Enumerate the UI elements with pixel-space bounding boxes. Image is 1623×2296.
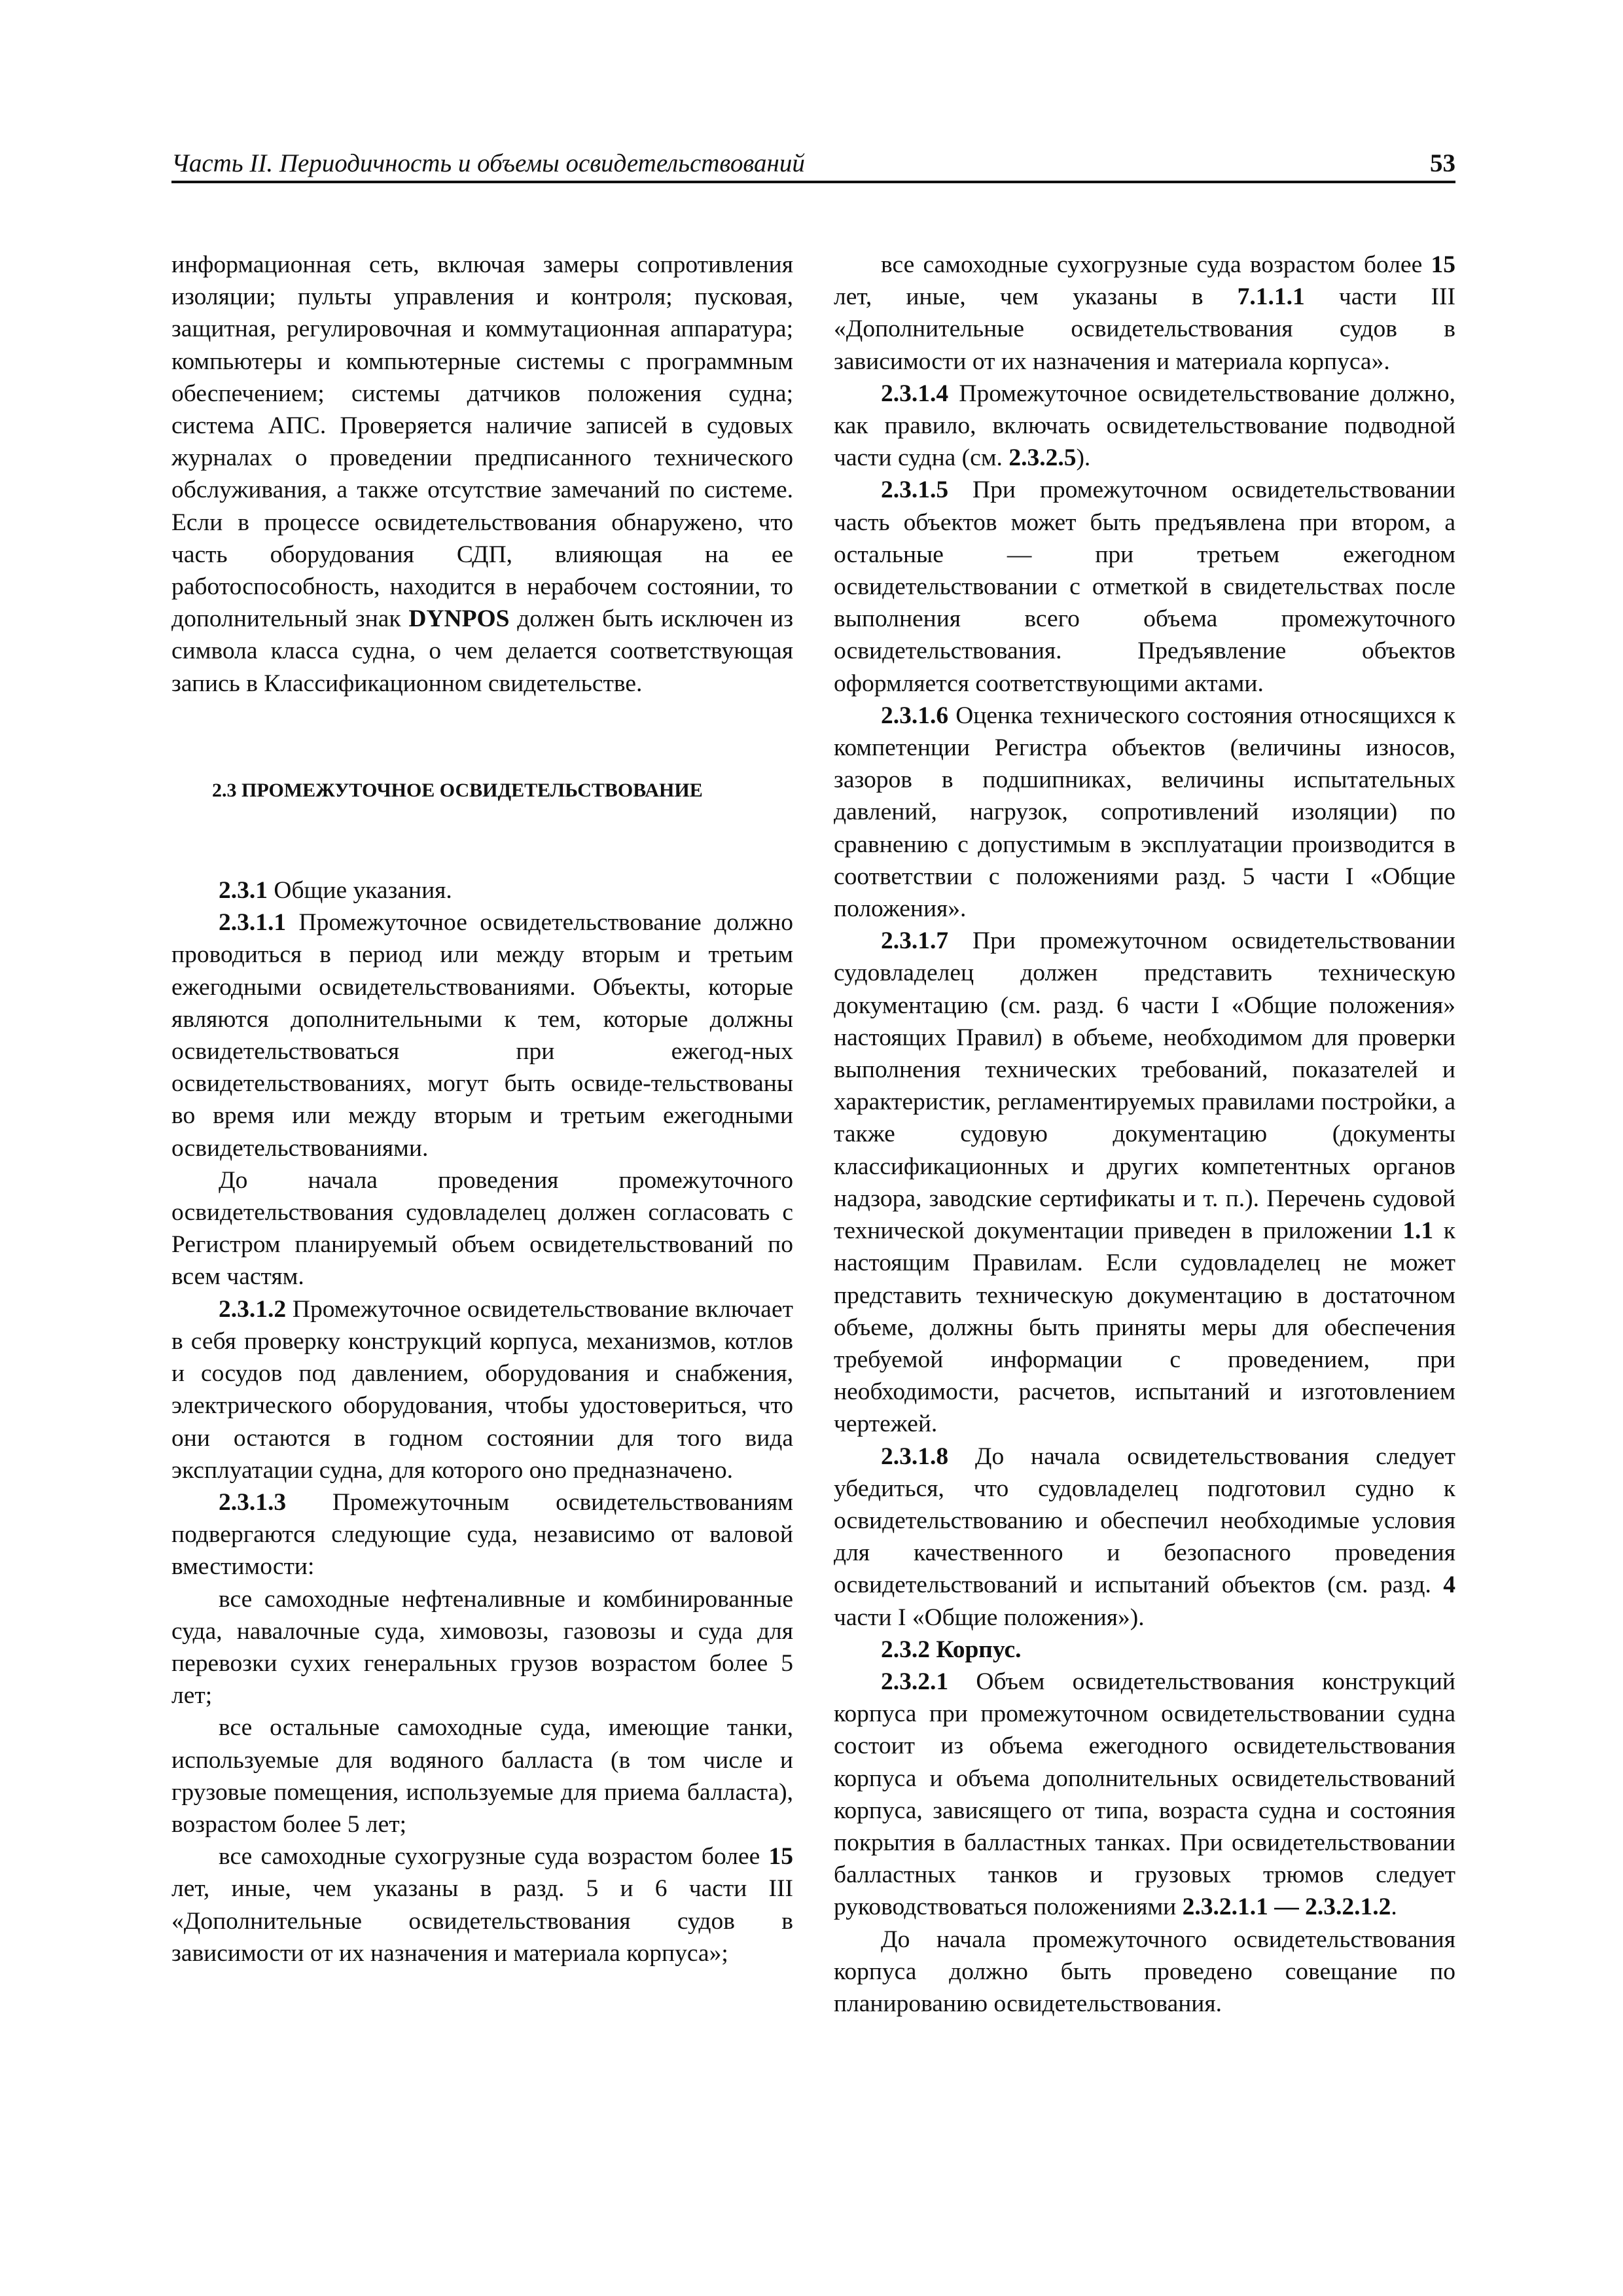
clause-2-3-1-8: 2.3.1.8 До начала освидетельствования следует убедиться, что судовладелец подготовил судно к освидетельствованию и обеспечил необходимые условия для качественного и безопасного проведения освидетельствований и испытаний объектов (см. разд. 4 части I «Общие положения»).: [834, 1443, 1456, 1631]
subsection-heading: 2.3.1 Общие указания.: [219, 877, 452, 905]
list-item: все самоходные нефтеналивные и комбинированные суда, навалочные суда, химовозы, газовозы и суда для перевозки сухих генеральных грузов возрастом более 5 лет;: [171, 1585, 793, 1710]
list-item: все самоходные сухогрузные суда возрастом более 15 лет, иные, чем указаны в 7.1.1.1 части III «Дополнительные освидетельствования судов в зависимости от их назначения и материала корпуса».: [834, 251, 1455, 375]
list-item: все самоходные сухогрузные суда возрастом более 15 лет, иные, чем указаны в разд. 5 и 6 части III «Дополнительные освидетельствования судов в зависимости от их назначения и материала корпуса»;: [171, 1843, 793, 1967]
section-title: 2.3 ПРОМЕЖУТОЧНОЕ ОСВИДЕТЕЛЬСТВОВАНИЕ: [212, 779, 703, 801]
left-column: [171, 249, 793, 1969]
page-header: [171, 140, 1455, 183]
paragraph: До начала проведения промежуточного освидетельствования судовладелец должен согласовать с Регистром планируемый объем освидетельствований по всем частям.: [171, 1166, 793, 1291]
clause-2-3-1-6: 2.3.1.6 Оценка технического состояния относящихся к компетенции Регистра объектов (величины износов, зазоров в подшипниках, величины испытательных давлений, нагрузок, сопротивлений изоляции) по сравнению с допустимым в эксплуатации производится в соответствии с положениями разд. 5 части I «Общие положения».: [834, 702, 1455, 923]
clause-2-3-1-2: 2.3.1.2 Промежуточное освидетельствование включает в себя проверку конструкций корпуса, механизмов, котлов и сосудов под давлением, оборудования и снабжения, электрического оборудования, чтобы удостовериться, что они остаются в годном состоянии для того вида эксплуатации судна, для которого оно предназначено.: [171, 1295, 793, 1484]
clause-2-3-2-1: 2.3.2.1 Объем освидетельствования конструкций корпуса при промежуточном освидетельствовании судна состоит из объема ежегодного освидетельствования корпуса и объема дополнительных освидетельствований корпуса, зависящего от типа, возраста судна и состояния покрытия в балластных танках. При освидетельствовании балластных танков и грузовых трюмов следует руководствоваться положениями 2.3.2.1.1 — 2.3.2.1.2.: [834, 1668, 1456, 1921]
right-column: [834, 249, 1455, 2020]
clause-2-3-1-7: 2.3.1.7 При промежуточном освидетельствовании судовладелец должен представить техническую документацию (см. разд. 6 части I «Общие положения» настоящих Правил) в объеме, необходимом для проверки выполнения технических требований, показателей и характеристик, регламентируемых правилами постройки, а также судовую документацию (документы классификационных и других компетентных органов надзора, заводские сертификаты и т. п.). Перечень судовой технической документации приведен в приложении 1.1 к настоящим Правилам. Если судовладелец не может представить техническую документацию в достаточном объеме, должны быть приняты меры для обеспечения требуемой информации с проведением, при необходимости, расчетов, испытаний и изготовлением чертежей.: [834, 927, 1456, 1438]
subsection-heading: 2.3.2 Корпус.: [881, 1636, 1022, 1663]
clause-2-3-1-1: 2.3.1.1 Промежуточное освидетельствование должно проводиться в период или между вторым и третьим ежегодными освидетельствованиями. Объекты, которые являются дополнительными к тем, которые должны освидетельствоваться при ежегод-ных освидетельствованиях, могут быть освиде-тельствованы во время или между вторым и третьим ежегодными освидетельствованиями.: [171, 909, 793, 1162]
clause-2-3-1-5: 2.3.1.5 При промежуточном освидетельствовании часть объектов может быть предъявлена при втором, а остальные — при третьем ежегодном освидетельствовании с отметкой в свидетельствах после выполнения всего объема промежуточного освидетельствования. Предъявление объектов оформляется соответствующими актами.: [834, 476, 1456, 697]
running-title: Часть II. Периодичность и объемы освидетельствований: [171, 149, 805, 177]
paragraph: До начала промежуточного освидетельствования корпуса должно быть проведено совещание по планированию освидетельствования.: [834, 1926, 1455, 2017]
clause-2-3-1-3: 2.3.1.3 Промежуточным освидетельствованиям подвергаются следующие суда, независимо от валовой вместимости:: [171, 1488, 793, 1581]
clause-2-3-1-4: 2.3.1.4 Промежуточное освидетельствование должно, как правило, включать освидетельствование подводной части судна (см. 2.3.2.5).: [834, 380, 1455, 472]
page-number: 53: [1430, 149, 1455, 177]
list-item: все остальные самоходные суда, имеющие танки, используемые для водяного балласта (в том числе и грузовые помещения, используемые для приема балласта), возрастом более 5 лет;: [171, 1714, 793, 1838]
paragraph: информационная сеть, включая замеры сопротивления изоляции; пульты управления и контроля; пусковая, защитная, регулировочная и коммутационная аппаратура; компьютеры и компьютерные системы с программным обеспечением; системы датчиков положения судна; система АПС. Проверяется наличие записей в судовых журналах о проведении предписанного технического обслуживания, а также отсутствие замечаний по системе. Если в процессе освидетельствования обнаружено, что часть оборудования СДП, влияющая на ее работоспособность, находится в нерабочем состоянии, то дополнительный знак DYNPOS должен быть исключен из символа класса судна, о чем делается соответствующая запись в Классификационном свидетельстве.: [171, 251, 794, 697]
